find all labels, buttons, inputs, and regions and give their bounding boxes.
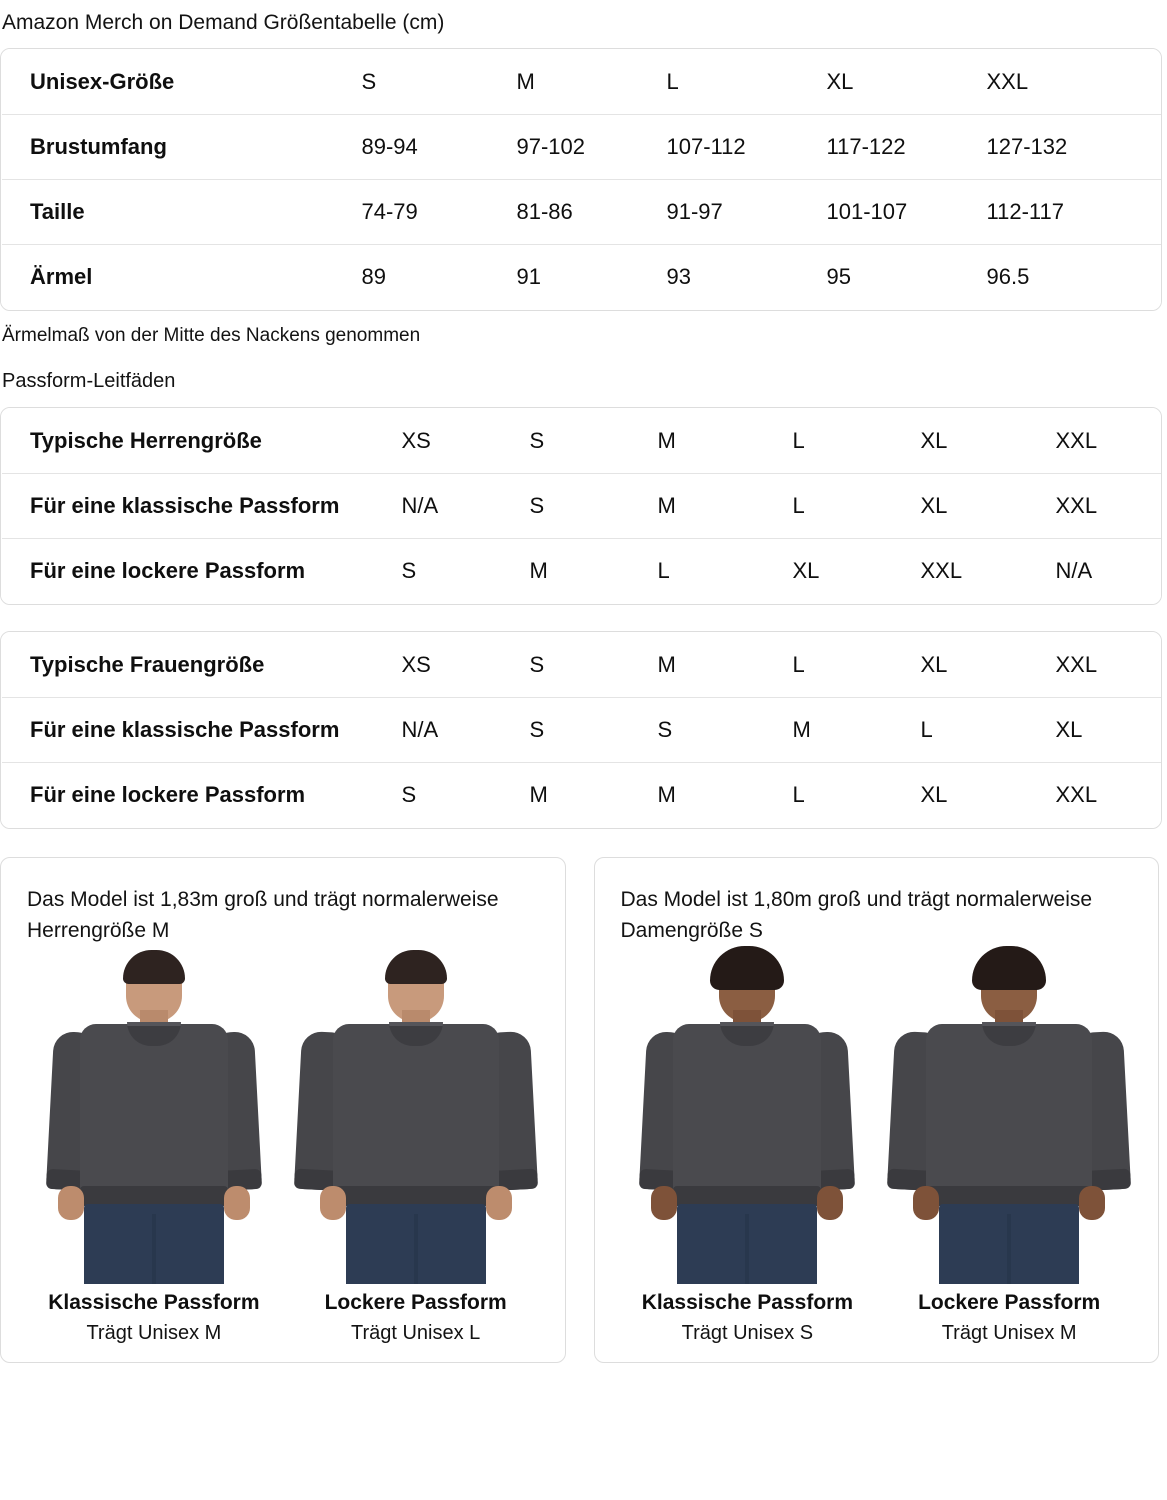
row-header: Brustumfang [2, 115, 362, 180]
table-row [2, 180, 1162, 245]
cell: XXL [1056, 474, 1162, 539]
model-illustration-relaxed-womens [894, 954, 1124, 1284]
cell: S [530, 698, 658, 763]
cell: XS [402, 409, 530, 474]
cell: M [529, 782, 548, 807]
cell: XL [1056, 698, 1162, 763]
row-header: Für eine lockere Passform [30, 558, 306, 583]
cell: 91 [516, 264, 541, 289]
model-figure-classic [621, 954, 875, 1348]
fit-wears: Trägt Unisex M [86, 1322, 222, 1344]
measurement-table-container [0, 48, 1162, 311]
fit-wears: Trägt Unisex S [681, 1322, 814, 1344]
cell: 93 [666, 264, 691, 289]
cell: N/A [1055, 558, 1093, 583]
mens-fit-table [1, 408, 1162, 604]
cell: 89 [361, 264, 386, 289]
cell: 112-117 [987, 180, 1162, 245]
cell: 107-112 [667, 115, 827, 180]
cell: 95 [826, 264, 851, 289]
cell: M [529, 558, 548, 583]
cell: XS [402, 633, 530, 698]
table-row [2, 633, 1162, 698]
cell: 74-79 [362, 180, 517, 245]
cell: 97-102 [517, 115, 667, 180]
cell: S [401, 782, 417, 807]
table-row [2, 50, 1162, 115]
cell: L [793, 633, 921, 698]
cell: XXL [1056, 633, 1162, 698]
cell: M [793, 698, 921, 763]
row-header: Für eine klassische Passform [2, 698, 402, 763]
model-figure-classic [27, 954, 281, 1348]
table-row [2, 115, 1162, 180]
fit-name: Lockere Passform [918, 1291, 1101, 1314]
cell: XXL [1055, 782, 1098, 807]
row-header: Typische Herrengröße [2, 409, 402, 474]
cell: 117-122 [827, 115, 987, 180]
model-card-title: Das Model ist 1,83m groß und trägt normalerweise Herrengröße M [27, 888, 499, 942]
cell: M [658, 633, 793, 698]
cell: S [362, 50, 517, 115]
fit-name: Klassische Passform [48, 1291, 260, 1314]
cell: L [792, 782, 805, 807]
fit-name: Klassische Passform [641, 1291, 854, 1314]
table-row [2, 763, 1162, 828]
cell: S [530, 474, 658, 539]
cell: S [658, 698, 793, 763]
fit-wears: Trägt Unisex L [350, 1322, 481, 1344]
cell: XXL [920, 558, 963, 583]
table-row [2, 474, 1162, 539]
cell: L [657, 558, 670, 583]
table-row [2, 539, 1162, 604]
table-row [2, 698, 1162, 763]
row-header: Taille [2, 180, 362, 245]
model-cards-row [0, 829, 1159, 1363]
model-card-mens [0, 857, 566, 1363]
cell: N/A [402, 474, 530, 539]
fit-name: Lockere Passform [324, 1291, 507, 1314]
cell: 81-86 [517, 180, 667, 245]
row-header: Für eine lockere Passform [30, 782, 306, 807]
model-figure-relaxed [882, 954, 1136, 1348]
table-row [2, 409, 1162, 474]
cell: S [530, 633, 658, 698]
cell: XL [920, 782, 948, 807]
model-illustration-classic-mens [39, 954, 269, 1284]
cell: 101-107 [827, 180, 987, 245]
mens-fit-table-container [0, 407, 1162, 605]
womens-fit-table-container [0, 631, 1162, 829]
cell: M [658, 474, 793, 539]
model-figure-relaxed [289, 954, 543, 1348]
cell: 127-132 [987, 115, 1162, 180]
model-card-womens [594, 857, 1160, 1363]
model-illustration-classic-womens [632, 954, 862, 1284]
measurement-table [1, 49, 1162, 310]
fit-guides-label: Passform-Leitfäden [2, 370, 176, 392]
fit-wears: Trägt Unisex M [941, 1322, 1077, 1344]
model-figure-pair [621, 954, 1137, 1348]
cell: M [517, 50, 667, 115]
cell: L [921, 698, 1056, 763]
model-figure-pair [27, 954, 543, 1348]
row-header: Typische Frauengröße [2, 633, 402, 698]
cell: XL [827, 50, 987, 115]
cell: M [657, 782, 676, 807]
cell: S [401, 558, 417, 583]
cell: XL [921, 474, 1056, 539]
model-illustration-relaxed-mens [301, 954, 531, 1284]
cell: M [658, 409, 793, 474]
cell: L [793, 474, 921, 539]
cell: S [530, 409, 658, 474]
page-title: Amazon Merch on Demand Größentabelle (cm) [2, 11, 445, 34]
cell: 89-94 [362, 115, 517, 180]
cell: L [667, 50, 827, 115]
cell: XXL [1056, 409, 1162, 474]
cell: XL [921, 409, 1056, 474]
cell: N/A [402, 698, 530, 763]
model-card-title: Das Model ist 1,80m groß und trägt normalerweise Damengröße S [620, 888, 1093, 942]
cell: XXL [987, 50, 1162, 115]
cell: XL [921, 633, 1056, 698]
row-header: Unisex-Größe [2, 50, 362, 115]
row-header: Für eine klassische Passform [2, 474, 402, 539]
row-header: Ärmel [30, 264, 93, 289]
sleeve-measurement-note: Ärmelmaß von der Mitte des Nackens genommen [2, 325, 421, 346]
cell: 96.5 [986, 264, 1030, 289]
cell: XL [792, 558, 820, 583]
cell: L [793, 409, 921, 474]
cell: 91-97 [667, 180, 827, 245]
womens-fit-table [1, 632, 1162, 828]
table-row [2, 245, 1162, 310]
